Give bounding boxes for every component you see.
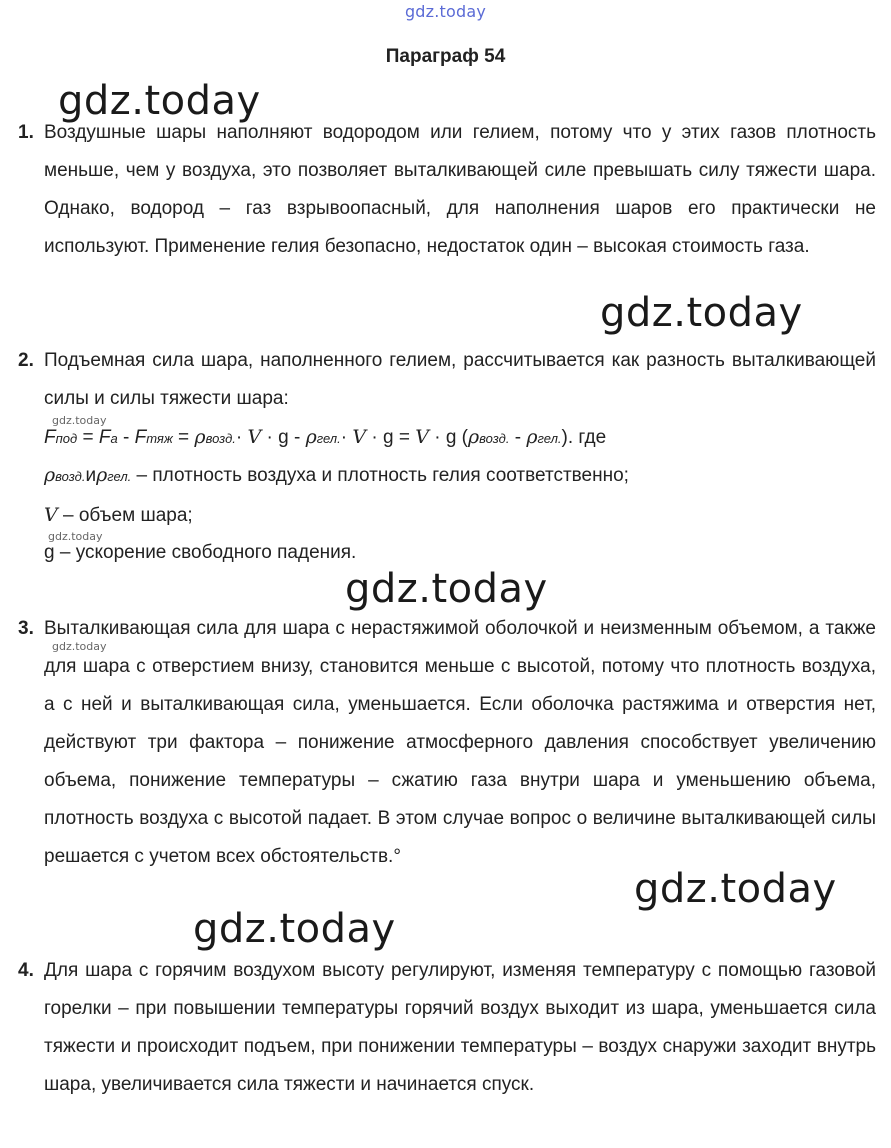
item-number: 1.	[18, 122, 34, 143]
watermark: gdz.today	[634, 866, 837, 912]
item-text: Воздушные шары наполняют водородом или гелием, потому что у этих газов плотность меньше, чем у воздуха, это позволяет выталкивающей силе превышать силу тяжести шара. Однако, водород – газ взрывоопасный, для наполнения шаров его практически не используют. Применение гелия безопасно, недостаток один – высокая стоимость газа.	[44, 122, 876, 257]
list-item-2	[18, 342, 876, 572]
watermark-small: gdz.today	[48, 530, 103, 543]
page-title: Параграф 54	[385, 46, 506, 67]
item-number: 4.	[18, 960, 34, 981]
list-item-4	[18, 952, 876, 1144]
density-definition: ρвозд.иρгел. – плотность воздуха и плотность гелия соответственно;	[44, 464, 629, 486]
watermark: gdz.today	[58, 78, 261, 124]
list-item-1	[18, 114, 876, 304]
watermark: gdz.today	[600, 290, 803, 336]
watermark: gdz.today	[193, 906, 396, 952]
item-text: Подъемная сила шара, наполненного гелием, рассчитывается как разность выталкивающей силы и силы тяжести шара:	[44, 350, 876, 409]
item-number: 2.	[18, 350, 34, 371]
item-number: 3.	[18, 618, 34, 639]
volume-definition: V – объем шара;	[44, 504, 193, 526]
watermark-top: gdz.today	[404, 2, 487, 21]
formula-line: Fпод = Fа - Fтяж = ρвозд.· V · g - ρгел.· V · g = V · g (ρвозд. - ρгел.). где	[44, 426, 607, 448]
watermark-small: gdz.today	[52, 414, 107, 427]
gravity-definition: g – ускорение свободного падения.	[44, 542, 357, 563]
list-item-3	[18, 610, 876, 910]
item-text: Выталкивающая сила для шара с нерастяжимой оболочкой и неизменным объемом, а также для шара с отверстием внизу, становится меньше с высотой, потому что плотность воздуха, а с ней и выталкивающая сила, уменьшается. Если оболочка растяжима и отверстия нет, действуют три фактора – понижение атмосферного давления способствует увеличению объема, понижение температуры – сжатию газа внутри шара и уменьшению объема, плотность воздуха с высотой падает. В этом случае вопрос о величине выталкивающей силы решается с учетом всех обстоятельств.°	[44, 618, 876, 867]
watermark: gdz.today	[345, 566, 548, 612]
watermark-small: gdz.today	[52, 640, 107, 653]
item-text: Для шара с горячим воздухом высоту регулируют, изменяя температуру с помощью газовой горелки – при повышении температуры горячий воздух выходит из шара, уменьшается сила тяжести и происходит подъем, при понижении температуры – воздух снаружи заходит внутрь шара, увеличивается сила тяжести и начинается спуск.	[44, 960, 876, 1095]
